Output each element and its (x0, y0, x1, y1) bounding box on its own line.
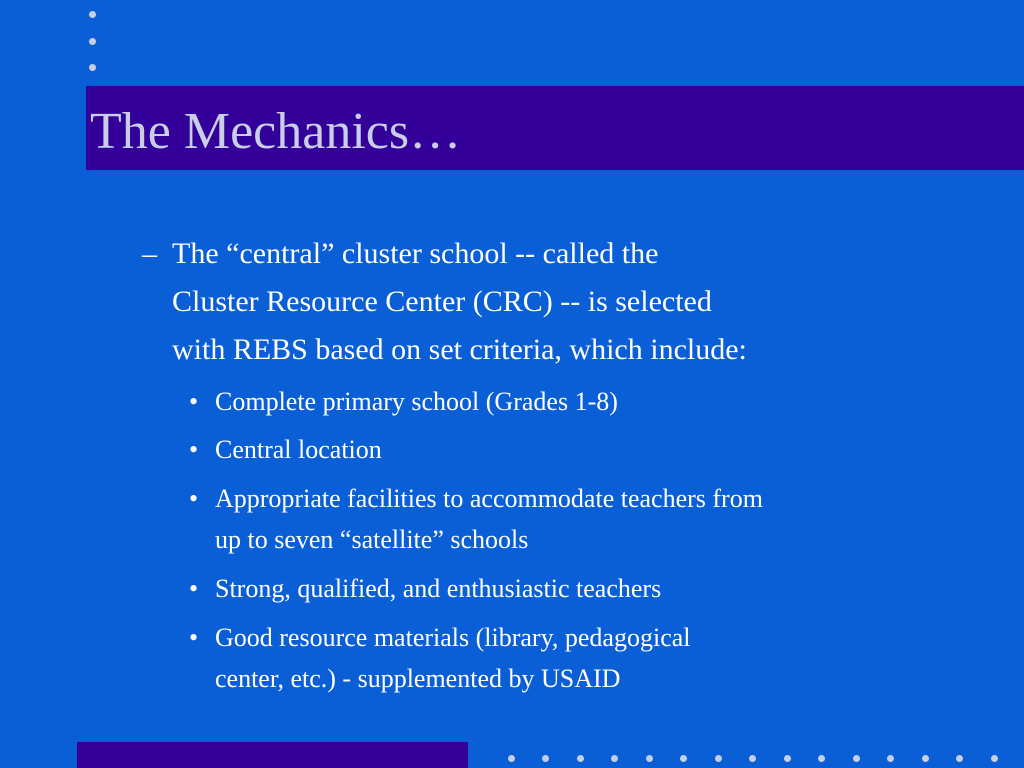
sub-bullet-line: Cluster Resource Center (CRC) -- is selected (172, 285, 712, 318)
decorative-dot (784, 755, 791, 762)
decorative-dot (887, 755, 894, 762)
bullet-marker: • (189, 387, 199, 416)
decorative-dot (577, 755, 584, 762)
bullet-marker: • (189, 574, 199, 603)
bullet-text: Appropriate facilities to accommodate teachers from (215, 484, 763, 513)
decorative-dot (680, 755, 687, 762)
sub-bullet (142, 230, 962, 374)
bullet-marker: • (189, 623, 199, 652)
bullet-text: Strong, qualified, and enthusiastic teachers (215, 574, 662, 603)
bullet-item (189, 568, 955, 609)
decorative-dot (818, 755, 825, 762)
decorative-dot (646, 755, 653, 762)
decorative-dot (956, 755, 963, 762)
bullet-text: Good resource materials (library, pedagogical (215, 623, 691, 652)
bullet-text: center, etc.) - supplemented by USAID (215, 664, 621, 693)
bottom-bar (77, 742, 468, 768)
decorative-dot (542, 755, 549, 762)
bullet-item (189, 617, 955, 699)
bullet-text: up to seven “satellite” schools (215, 525, 529, 554)
bullet-marker: • (189, 484, 199, 513)
sub-bullet-line: with REBS based on set criteria, which include: (172, 333, 747, 366)
bullet-item (189, 429, 955, 470)
bullet-item (189, 478, 955, 560)
bullet-marker: • (189, 435, 199, 464)
decorative-dot (853, 755, 860, 762)
dash-marker: – (142, 237, 157, 270)
decorative-dot (508, 755, 515, 762)
decorative-dot (991, 755, 998, 762)
bullet-text: Complete primary school (Grades 1-8) (215, 387, 618, 416)
bullet-text: Central location (215, 435, 382, 464)
decorative-dot (749, 755, 756, 762)
slide-title: The Mechanics… (90, 103, 462, 160)
bullet-item (189, 381, 955, 422)
decorative-dot (922, 755, 929, 762)
decorative-dot (715, 755, 722, 762)
decorative-dot (611, 755, 618, 762)
sub-bullet-line: The “central” cluster school -- called the (172, 237, 659, 270)
